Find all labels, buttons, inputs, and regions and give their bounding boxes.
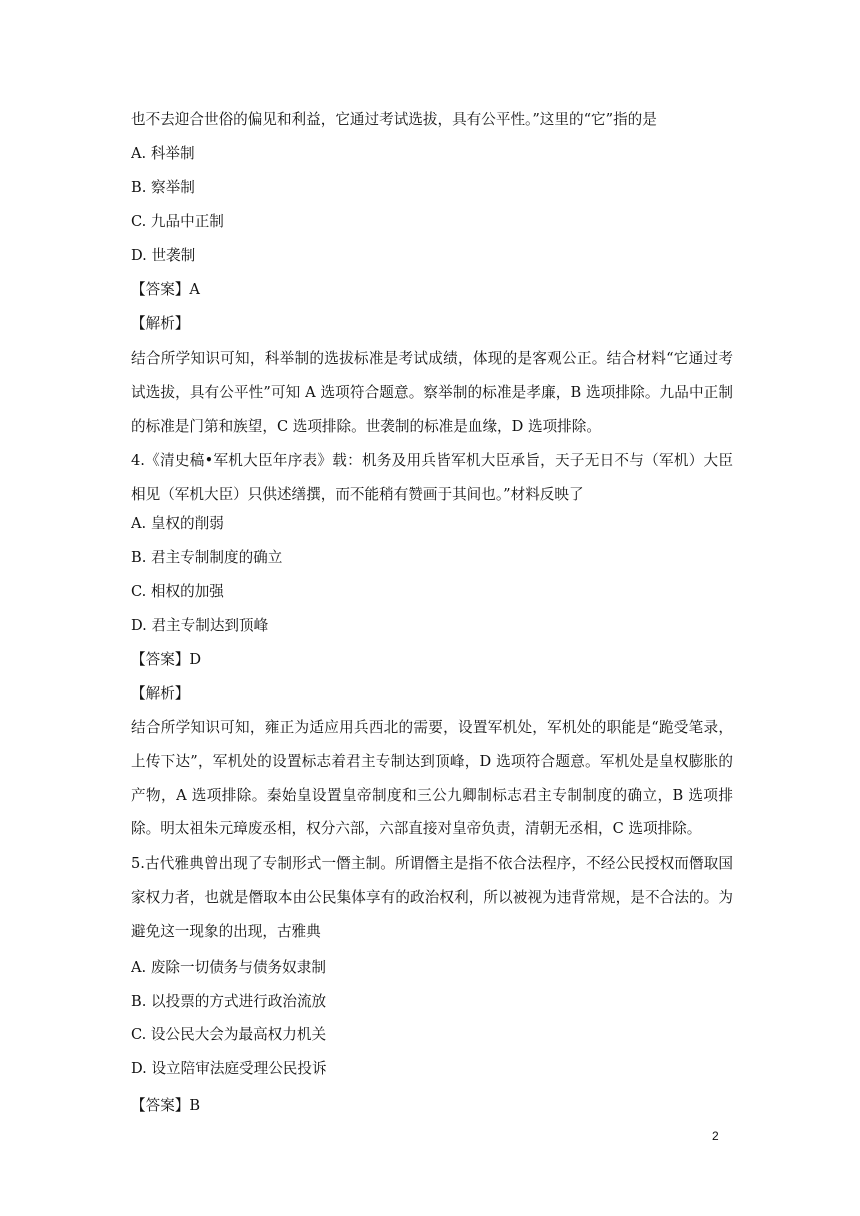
q3-analysis-label: 【解析】 — [131, 315, 190, 332]
q4-option-c: C. 相权的加强 — [131, 583, 224, 600]
q4-option-b: B. 君主专制制度的确立 — [131, 549, 283, 566]
q3-option-d: D. 世袭制 — [131, 247, 196, 264]
q3-option-c: C. 九品中正制 — [131, 213, 224, 230]
q5-option-a: A. 废除一切债务与债务奴隶制 — [131, 959, 326, 976]
q3-option-b: B. 察举制 — [131, 179, 195, 196]
q4-option-d: D. 君主专制达到顶峰 — [131, 617, 269, 634]
q5-answer: 【答案】B — [131, 1097, 201, 1114]
q5-option-d: D. 设立陪审法庭受理公民投诉 — [131, 1060, 327, 1077]
q4-option-a: A. 皇权的削弱 — [131, 515, 224, 532]
q5-option-c: C. 设公民大会为最高权力机关 — [131, 1026, 327, 1043]
q4-stem: 4.《清史稿•军机大臣年序表》载：机务及用兵皆军机大臣承旨，天子无日不与（军机）大臣相见（军机大臣）只供述缮撰，而不能稍有赞画于其间也。”材料反映了 — [131, 452, 733, 503]
q3-option-a: A. 科举制 — [131, 145, 195, 162]
q4-analysis-label: 【解析】 — [131, 685, 190, 702]
q3-analysis: 结合所学知识可知，科举制的选拔标准是考试成绩，体现的是客观公正。结合材料“它通过考试选拔，具有公平性”可知 A 选项符合题意。察举制的标准是孝廉，B 选项排除。九品中正制的标准是门第和族望，C 选项排除。世袭制的标准是血缘，D 选项排除。 — [131, 350, 733, 435]
q5-stem: 5.古代雅典曾出现了专制形式一僭主制。所谓僭主是指不依合法程序，不经公民授权而僭取国家权力者，也就是僭取本由公民集体享有的政治权利，所以被视为违背常规，是不合法的。为避免这一现象的出现，古雅典 — [131, 855, 733, 940]
q4-answer: 【答案】D — [131, 651, 202, 668]
q5-option-b: B. 以投票的方式进行政治流放 — [131, 993, 327, 1010]
q3-answer: 【答案】A — [131, 281, 200, 298]
q4-analysis: 结合所学知识可知，雍正为适应用兵西北的需要，设置军机处，军机处的职能是“跪受笔录，上传下达”，军机处的设置标志着君主专制达到顶峰，D 选项符合题意。军机处是皇权膨胀的产物，A 选项排除。秦始皇设置皇帝制度和三公九卿制标志君主专制制度的确立，B 选项排除。明太祖朱元璋废丞相，权分六部，六部直接对皇帝负责，清朝无丞相，C 选项排除。 — [131, 719, 733, 838]
page-number: 2 — [712, 1129, 719, 1143]
q3-stem-tail: 也不去迎合世俗的偏见和利益，它通过考试选拔，具有公平性。”这里的“它”指的是 — [131, 111, 657, 128]
